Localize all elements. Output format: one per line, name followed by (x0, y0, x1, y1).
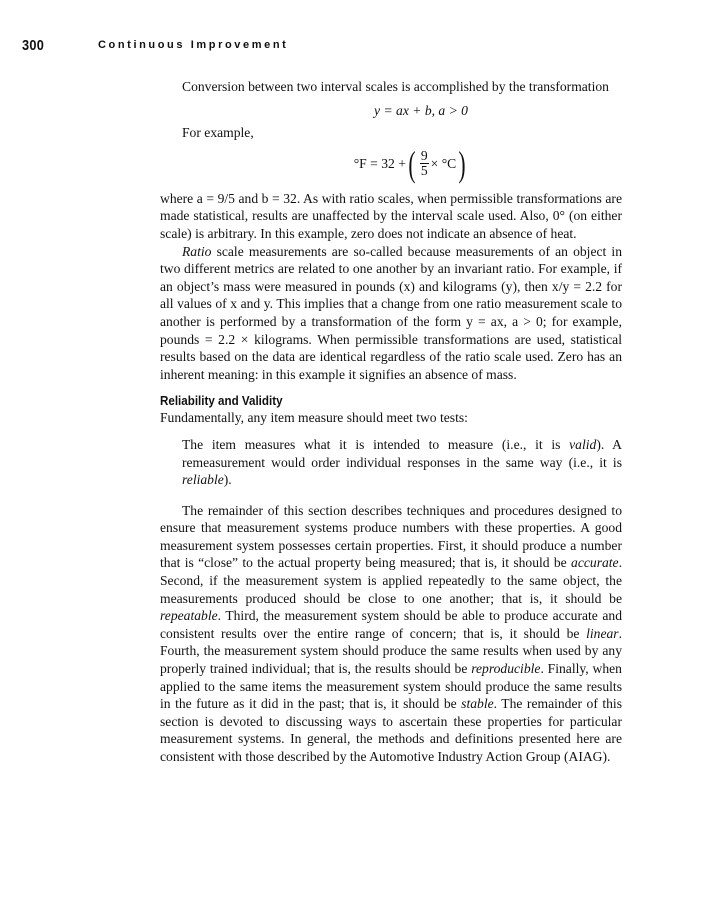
properties-text-2: . Second, if the measurement system is applied repeatedly to the same object, the measurements produced should be close to one another; that is, it should be (160, 555, 622, 606)
quote-reliable: reliable (182, 472, 224, 488)
right-paren: ) (458, 143, 466, 184)
tests-quote (182, 436, 622, 489)
for-example-text: For example, (182, 125, 254, 141)
fraction (420, 149, 429, 178)
ratio-text: scale measurements are so-called because measurements of an object in two different metrics are related to one another by an invariant ratio. For example, if an object’s mass were measured in pounds (x) and kilograms (y), then x/y = 2.2 for all values of x and y. This implies that a change from one ratio measurement scale to another is performed by a transformation of the form y = ax, a > 0; for example, pounds = 2.2 × kilograms. When permissible transformations are used, statistical results based on the data are identical regardless of the ratio scale used. Zero has an inherent meaning: in this example it signifies an absence of mass. (160, 243, 622, 382)
properties-text-6: . The remainder of this section is devoted to discussing ways to ascertain these properties for particular measurement systems. In general, the methods and definitions presented here are consistent with those described by the Automotive Industry Action Group (AIAG). (160, 696, 622, 764)
term-repeatable: repeatable (160, 608, 218, 624)
ratio-term: Ratio (182, 243, 212, 259)
quote-text-2: ). A remeasurement would order individual responses in the same way (i.e., it is (182, 436, 623, 470)
page-body (160, 78, 622, 766)
section-intro: Fundamentally, any item measure should meet two tests: (160, 410, 468, 426)
section-heading: Reliability and Validity (160, 393, 283, 409)
left-paren: ( (408, 143, 416, 184)
term-linear: linear (586, 625, 619, 641)
fraction-denominator: 5 (420, 163, 428, 179)
intro-paragraph: Conversion between two interval scales is accomplished by the transformation (182, 79, 609, 94)
quote-text-1: The item measures what it is intended to measure (i.e., it is (182, 436, 570, 452)
equation-interval-text: y = ax + b, a > 0 (374, 102, 468, 118)
properties-text-4: . Fourth, the measurement system should produce the same results when used by any properly trained individual; that is, the results should be (160, 625, 622, 677)
term-accurate: accurate (571, 555, 619, 571)
properties-text-1: The remainder of this section describes techniques and procedures designed to ensure that measurement systems produce numbers with these properties. A good measurement system possesses certain properties. First, it should produce a number that is “close” to the actual property being measured; that is, it should be (160, 502, 622, 571)
term-reproducible: reproducible (471, 661, 541, 677)
properties-text-5: . Finally, when applied to the same items the measurement system should produce the same results in the future as it did in the past; that is, it should be (160, 661, 622, 712)
equation-temperature (160, 143, 622, 184)
fraction-numerator: 9 (420, 148, 428, 164)
equation-lhs: °F = 32 + (353, 155, 406, 171)
ratio-paragraph (160, 243, 622, 384)
equation-interval-transform (160, 102, 622, 120)
term-stable: stable (461, 696, 494, 712)
page-number: 300 (22, 37, 45, 54)
chapter-title: Continuous Improvement (98, 39, 289, 51)
properties-text-3: . Third, the measurement system should be able to produce accurate and consistent results over the entire range of concern; that is, it should be (160, 608, 622, 641)
interval-paragraph: where a = 9/5 and b = 32. As with ratio scales, when permissible transformations are made statistical, results are unaffected by the interval scale used. Also, 0° (on either scale) is arbitrary. In this example, zero does not indicate an absence of heat. (160, 190, 622, 241)
running-head (22, 37, 289, 57)
properties-paragraph (160, 502, 622, 766)
equation-rhs: × °C (430, 155, 457, 171)
quote-valid: valid (569, 436, 597, 452)
quote-text-3: ). (223, 472, 232, 488)
